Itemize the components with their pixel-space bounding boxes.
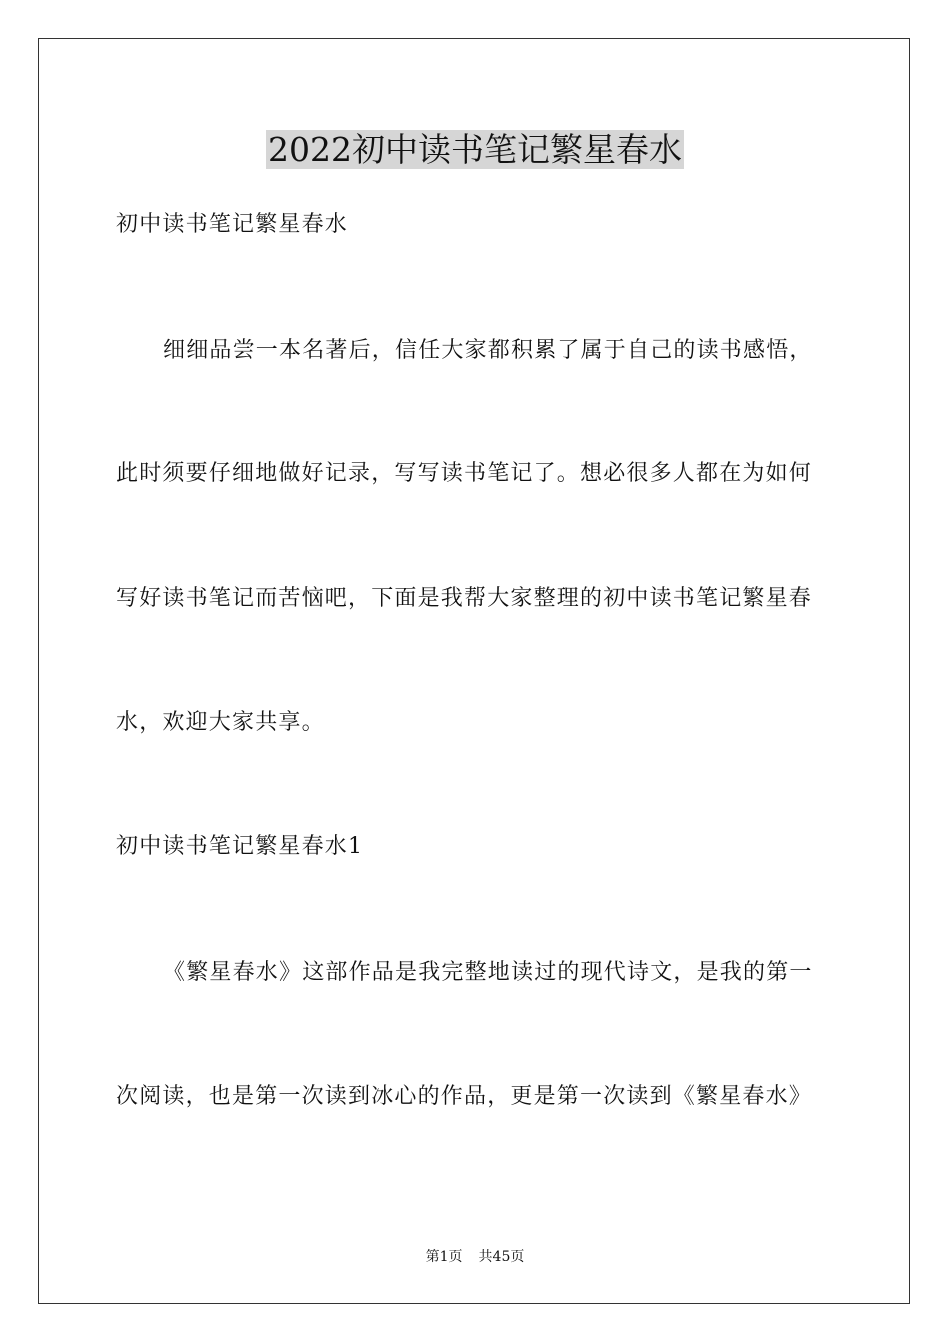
paragraph-line: 此时须要仔细地做好记录，写写读书笔记了。想必很多人都在为如何 [116,461,813,486]
paragraph-line: 水，欢迎大家共享。 [116,710,325,735]
paragraph-line: 《繁星春水》这部作品是我完整地读过的现代诗文，是我的第一 [163,960,813,985]
page-total: 共45页 [478,1249,525,1265]
paragraph-line: 次阅读，也是第一次读到冰心的作品，更是第一次读到《繁星春水》 [116,1084,813,1109]
page-number: 第1页 [425,1249,463,1265]
subtitle-line: 初中读书笔记繁星春水 [116,212,349,237]
paragraph-line: 写好读书笔记而苦恼吧，下面是我帮大家整理的初中读书笔记繁星春 [116,586,813,611]
document-title-text: 2022初中读书笔记繁星春水 [268,130,682,169]
document-title [0,126,950,174]
section-heading: 初中读书笔记繁星春水1 [116,834,364,859]
paragraph-line: 细细品尝一本名著后，信任大家都积累了属于自己的读书感悟， [163,338,813,363]
page-footer [0,1248,950,1266]
